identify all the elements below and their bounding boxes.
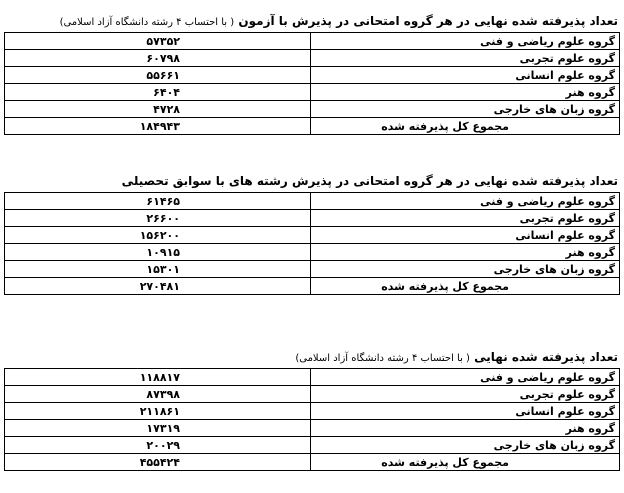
row-label: گروه علوم انسانی [311, 403, 620, 420]
section-title-text: تعداد پذیرفته شده نهایی [474, 350, 618, 364]
row-value: ۱۷۳۱۹ [5, 420, 311, 437]
table-row [5, 261, 620, 278]
admission-table [4, 368, 620, 471]
table-total-row [5, 118, 620, 135]
row-label: گروه علوم ریاضی و فنی [311, 33, 620, 50]
admission-table [4, 32, 620, 135]
total-value: ۲۷۰۴۸۱ [5, 278, 311, 295]
section-title-text: تعداد پذیرفته شده نهایی در هر گروه امتحانی در پذیرش رشته های با سوابق تحصیلی [121, 174, 618, 188]
table-row [5, 227, 620, 244]
row-label: گروه علوم انسانی [311, 67, 620, 84]
section-total-admission [0, 348, 624, 469]
table-row [5, 369, 620, 386]
row-value: ۴۷۲۸ [5, 101, 311, 118]
total-label: مجموع کل پذیرفته شده [311, 118, 620, 135]
section-title-note: ( با احتساب ۴ رشته دانشگاه آزاد اسلامی) [295, 353, 470, 364]
row-value: ۶۰۷۹۸ [5, 50, 311, 67]
section-title [0, 348, 624, 366]
total-value: ۴۵۵۴۲۴ [5, 454, 311, 471]
table-row [5, 437, 620, 454]
table-row [5, 210, 620, 227]
row-label: گروه علوم تجربی [311, 50, 620, 67]
row-value: ۵۵۶۶۱ [5, 67, 311, 84]
table-row [5, 33, 620, 50]
table-row [5, 193, 620, 210]
row-value: ۸۷۳۹۸ [5, 386, 311, 403]
section-title-text: تعداد پذیرفته شده نهایی در هر گروه امتحانی در پذیرش با آزمون [238, 14, 618, 28]
section-exam-admission [0, 12, 624, 133]
table-row [5, 403, 620, 420]
table-row [5, 67, 620, 84]
section-title [0, 172, 624, 190]
row-label: گروه علوم تجربی [311, 386, 620, 403]
row-value: ۲۰۰۲۹ [5, 437, 311, 454]
row-label: گروه زبان های خارجی [311, 101, 620, 118]
admission-table [4, 192, 620, 295]
table-row [5, 50, 620, 67]
row-value: ۵۷۳۵۲ [5, 33, 311, 50]
row-label: گروه علوم انسانی [311, 227, 620, 244]
row-label: گروه زبان های خارجی [311, 437, 620, 454]
row-label: گروه هنر [311, 244, 620, 261]
row-value: ۶۴۰۴ [5, 84, 311, 101]
row-value: ۱۱۸۸۱۷ [5, 369, 311, 386]
row-label: گروه علوم ریاضی و فنی [311, 193, 620, 210]
total-value: ۱۸۴۹۴۳ [5, 118, 311, 135]
row-label: گروه علوم تجربی [311, 210, 620, 227]
total-label: مجموع کل پذیرفته شده [311, 454, 620, 471]
section-title [0, 12, 624, 30]
row-value: ۱۵۶۲۰۰ [5, 227, 311, 244]
table-total-row [5, 454, 620, 471]
table-row [5, 101, 620, 118]
row-label: گروه علوم ریاضی و فنی [311, 369, 620, 386]
row-value: ۶۱۴۶۵ [5, 193, 311, 210]
table-total-row [5, 278, 620, 295]
section-title-note: ( با احتساب ۴ رشته دانشگاه آزاد اسلامی) [59, 17, 235, 28]
table-row [5, 386, 620, 403]
row-value: ۲۶۶۰۰ [5, 210, 311, 227]
table-row [5, 84, 620, 101]
row-value: ۱۵۳۰۱ [5, 261, 311, 278]
table-row [5, 244, 620, 261]
row-label: گروه هنر [311, 420, 620, 437]
row-value: ۲۱۱۸۶۱ [5, 403, 311, 420]
row-label: گروه هنر [311, 84, 620, 101]
table-row [5, 420, 620, 437]
section-record-admission [0, 172, 624, 293]
row-value: ۱۰۹۱۵ [5, 244, 311, 261]
total-label: مجموع کل پذیرفته شده [311, 278, 620, 295]
row-label: گروه زبان های خارجی [311, 261, 620, 278]
